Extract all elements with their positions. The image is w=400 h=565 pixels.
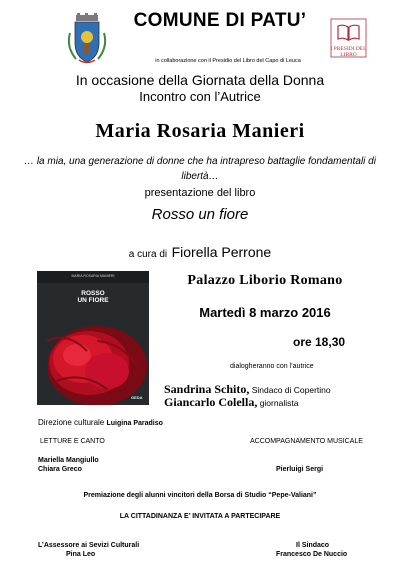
mayor-title: Il Sindaco (296, 542, 330, 549)
cover-title-line-2: UN FIORE (77, 297, 109, 304)
event-time: ore 18,30 (293, 335, 346, 349)
curator-name: Fiorella Perrone (171, 244, 272, 260)
direction-name: Luigina Paradiso (106, 420, 163, 427)
readings-label: LETTURE E CANTO (40, 438, 105, 445)
cover-title-line-1: ROSSO (81, 290, 105, 297)
coat-of-arms-icon (62, 13, 112, 65)
speaker-role: giornalista (257, 398, 299, 408)
event-date: Martedì 8 marzo 2016 (199, 305, 331, 320)
reader-1: Mariella Mangiullo (38, 457, 99, 464)
music-label: ACCOMPAGNAMENTO MUSICALE (250, 438, 363, 445)
collaboration-note: in collaborazione con il Presidio del Libro del Capo di Leuca (155, 58, 301, 64)
occasion-line: In occasione della Giornata della Donna (75, 72, 325, 88)
invitation-line: LA CITTADINANZA E’ INVITATA A PARTECIPARE (119, 513, 281, 520)
book-title: Rosso un fiore (151, 206, 249, 223)
cover-author: MARIA ROSARIA MANIERI (71, 274, 115, 278)
cultural-direction (38, 418, 163, 427)
quote-line-2: libertà… (181, 171, 219, 182)
speaker-name: Giancarlo Colella, (164, 395, 258, 409)
curator-line (0, 244, 400, 262)
red-flower-image (37, 271, 149, 405)
reader-2: Chiara Greco (38, 466, 82, 473)
book-cover (37, 271, 149, 405)
meeting-line: Incontro con l’Autrice (139, 89, 261, 104)
assessor-name: Pina Leo (66, 551, 96, 558)
direction-label: Direzione culturale (38, 418, 107, 427)
mayor-name: Francesco De Nuccio (276, 551, 348, 558)
curator-label: a cura di (128, 249, 168, 260)
author-name: Maria Rosaria Manieri (95, 120, 305, 142)
dialogue-label: dialogheranno con l’autrice (230, 363, 314, 370)
speaker-role: Sindaco di Copertino (249, 385, 331, 395)
page-title: COMUNE DI PATU’ (133, 10, 307, 31)
award-line: Premiazione degli alunni vincitori della Borsa di Studio “Pepe-Valiani” (83, 492, 317, 499)
musician: Pierluigi Sergi (276, 466, 324, 473)
speaker-name: Sandrina Schito, (164, 382, 250, 396)
presidi-logo-text: I PRESIDI DEL LIBRO (330, 46, 367, 58)
assessor-title: L’Assessore ai Sevizi Culturali (38, 542, 140, 549)
venue: Palazzo Liborio Romano (187, 273, 343, 288)
speaker-2 (164, 393, 298, 411)
presentation-label: presentazione del libro (144, 187, 256, 199)
quote-line-1: … la mia, una generazione di donne che ha intrapreso battaglie fondamentali di (24, 156, 376, 167)
cover-publisher: GEDA (131, 395, 143, 400)
